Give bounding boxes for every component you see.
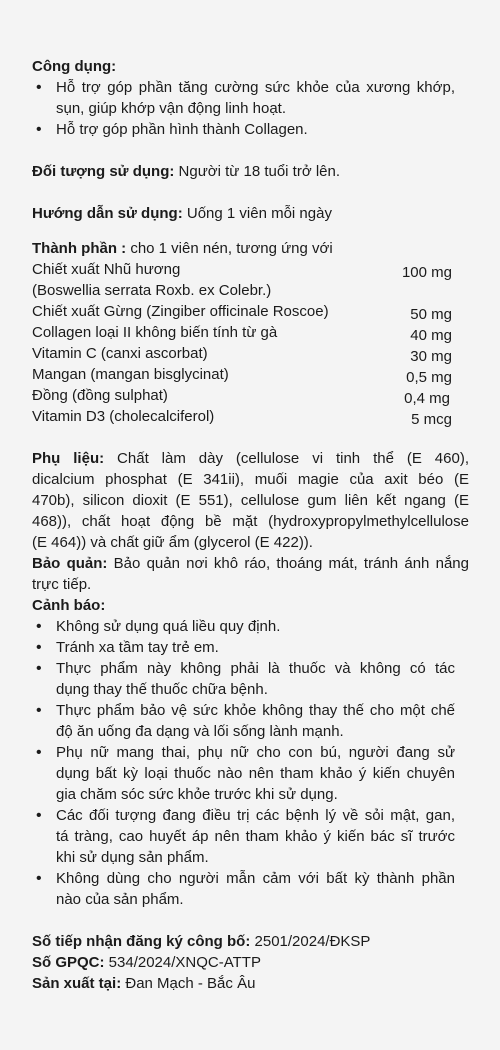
ingredients-intro: cho 1 viên nén, tương ứng với (126, 240, 333, 257)
gpqc-value: 534/2024/XNQC-ATTP (104, 954, 261, 971)
ingredient-name: Collagen loại II không biến tính từ gà (32, 324, 278, 341)
ingredient-name: Vitamin D3 (cholecalciferol) (32, 408, 215, 425)
ingredient-amount: 5 mcg (411, 411, 452, 428)
excipients-line: dicalcium phosphat (E 341ii), muối magie của axit béo (E (32, 471, 469, 488)
warning-line: • Không dùng cho người mẫn cảm với bất kỳ thành phần (56, 870, 455, 887)
storage-paragraph (32, 553, 469, 595)
ingredient-name: Mangan (mangan bisglycinat) (32, 366, 229, 383)
ingredient-amount: 0,5 mg (406, 369, 452, 386)
origin-label: Sản xuất tại: (32, 975, 122, 992)
warning-item (56, 616, 455, 637)
warning-line: độ ăn uống đa dạng và lối sống lành mạnh. (56, 723, 344, 740)
excipients-line: (E 464)) và chất giữ ẩm (glycerol (E 422)). (32, 534, 313, 551)
warnings-heading: Cảnh báo: (32, 597, 106, 614)
ingredient-amount: 30 mg (410, 348, 452, 365)
warning-line: • Không sử dụng quá liều quy định. (56, 618, 281, 635)
warning-item (56, 805, 455, 868)
excipients-line: 468)), chất hoạt động bề mặt (hydroxypropylmethylcellulose (32, 513, 469, 530)
excipients-paragraph (32, 448, 469, 553)
excipients-line: Chất làm dày (cellulose vi tinh thể (E 460), (104, 450, 469, 467)
warning-line: dụng bất kỳ loại thuốc nào nên tham khảo ý kiến chuyên (56, 765, 455, 782)
excipients-line: 470b), silicon dioxit (E 551), cellulose gum liên kết ngang (E (32, 492, 469, 509)
warning-item (56, 637, 455, 658)
ingredient-amount: 50 mg (410, 306, 452, 323)
uses-item-line: • Hỗ trợ góp phần tăng cường sức khỏe của xương khớp, (56, 79, 455, 96)
gpqc-label: Số GPQC: (32, 954, 105, 971)
origin-value: Đan Mạch - Bắc Âu (121, 975, 256, 992)
registration-line (32, 931, 370, 952)
warning-line: nào của sản phẩm. (56, 891, 184, 908)
uses-item-line: • Hỗ trợ góp phần hình thành Collagen. (56, 121, 308, 138)
uses-item (56, 119, 455, 140)
warning-line: dụng thay thế thuốc chữa bệnh. (56, 681, 268, 698)
ingredient-name: (Boswellia serrata Roxb. ex Colebr.) (32, 282, 272, 299)
usage-label: Hướng dẫn sử dụng: (32, 205, 183, 222)
warning-line: • Các đối tượng đang điều trị các bệnh lý về sỏi mật, gan, (56, 807, 455, 824)
target-value: Người từ 18 tuổi trở lên. (174, 163, 341, 180)
ingredient-name: Chiết xuất Gừng (Zingiber officinale Roscoe) (32, 303, 329, 320)
warning-line: • Phụ nữ mang thai, phụ nữ cho con bú, người đang sử (56, 744, 455, 761)
ingredient-amount: 0,4 mg (404, 390, 450, 407)
excipients-label: Phụ liệu: (32, 450, 105, 467)
ingredient-amount: 100 mg (401, 264, 452, 281)
warning-line: gia chăm sóc sức khỏe trước khi sử dụng. (56, 786, 338, 803)
uses-item (56, 77, 455, 119)
warning-item (56, 658, 455, 700)
warning-item (56, 742, 455, 805)
target-line (32, 161, 340, 182)
usage-value: Uống 1 viên mỗi ngày (182, 205, 332, 222)
registration-value: 2501/2024/ĐKSP (250, 933, 371, 950)
ingredients-intro-line (32, 238, 333, 259)
storage-line: Bảo quản nơi khô ráo, thoáng mát, tránh ánh nắng (107, 555, 469, 572)
usage-line (32, 203, 332, 224)
warning-line: khi sử dụng sản phẩm. (56, 849, 209, 866)
origin-line (32, 973, 255, 994)
warning-line: tá tràng, cao huyết áp nên tham khảo ý kiến bác sĩ trước (56, 828, 455, 845)
registration-label: Số tiếp nhận đăng ký công bố: (32, 933, 251, 950)
gpqc-line (32, 952, 261, 973)
warning-item (56, 700, 455, 742)
uses-heading: Công dụng: (32, 58, 117, 75)
storage-line: trực tiếp. (32, 576, 92, 593)
storage-label: Bảo quản: (32, 555, 108, 572)
ingredients-label: Thành phần : (32, 240, 127, 257)
ingredient-amount: 40 mg (410, 327, 452, 344)
warning-line: • Thực phẩm này không phải là thuốc và không có tác (56, 660, 455, 677)
warning-line: • Thực phẩm bảo vệ sức khỏe không thay thế cho một chế (56, 702, 455, 719)
target-label: Đối tượng sử dụng: (32, 163, 175, 180)
warning-item (56, 868, 455, 910)
ingredient-name: Đồng (đồng sulphat) (32, 387, 168, 404)
uses-item-line: sụn, giúp khớp vận động linh hoạt. (56, 100, 287, 117)
ingredient-name: Vitamin C (canxi ascorbat) (32, 345, 208, 362)
ingredient-name: Chiết xuất Nhũ hương (32, 261, 181, 278)
warning-line: • Tránh xa tầm tay trẻ em. (56, 639, 219, 656)
